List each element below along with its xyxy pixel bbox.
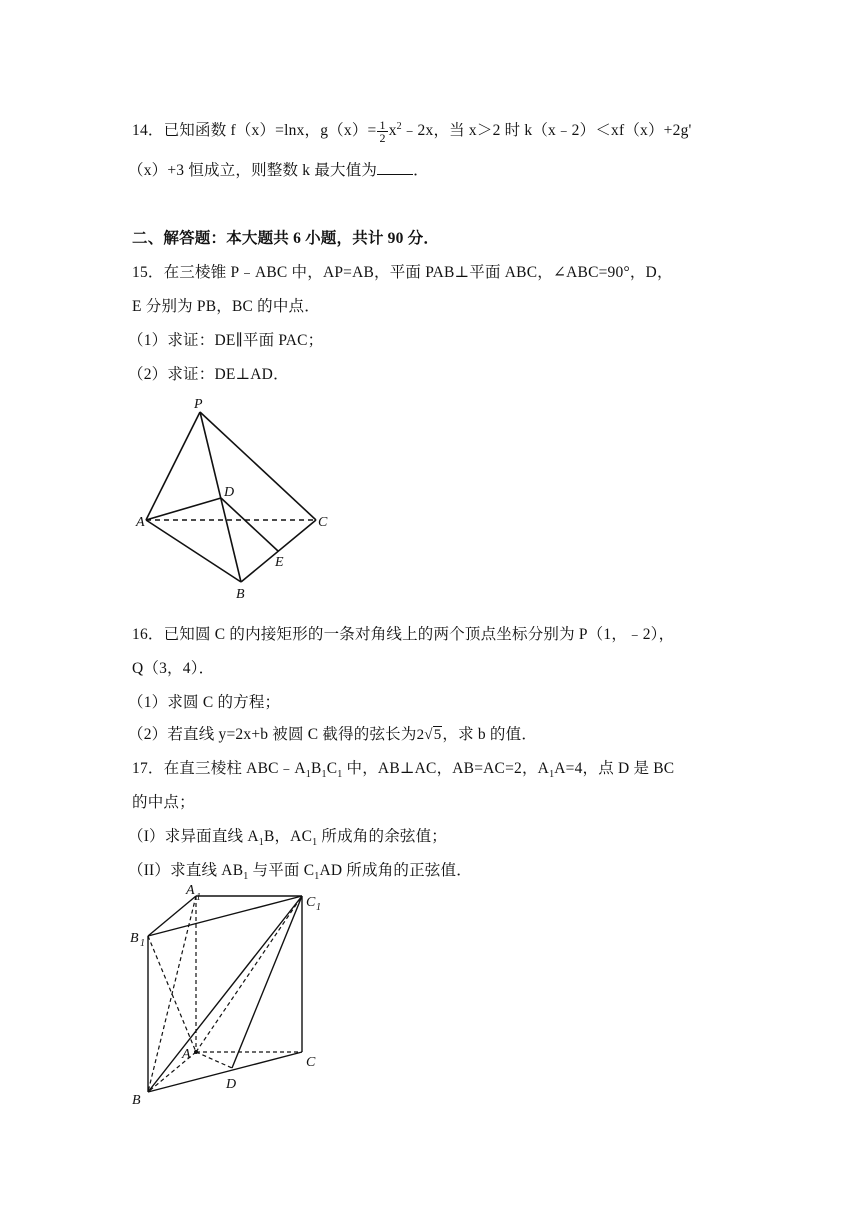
q17-t5: A=4，点 D 是 BC	[554, 760, 675, 777]
q17-line2: 的中点；	[132, 794, 195, 811]
label-P: P	[194, 397, 203, 412]
section-title: 二、解答题：本大题共 6 小题，共计 90 分．	[132, 230, 440, 247]
q17-sub1-t3: 所成角的余弦值；	[317, 828, 447, 845]
q17-sub2-t1: （II）求直线 AB	[128, 862, 244, 879]
q17-sub1-s1: 1	[258, 837, 264, 849]
fraction-numerator: 1	[379, 117, 386, 132]
q14-text-b: ﹣2x，当 x＞2 时 k（x﹣2）＜xf（x）+2g'	[401, 122, 692, 139]
label-C: C	[318, 515, 328, 530]
q16-sub1: （1）求圆 C 的方程；	[128, 694, 281, 711]
q16-line2: Q（3，4）．	[132, 660, 215, 677]
label-C: C	[306, 1055, 316, 1070]
q16-line1: 16．已知圆 C 的内接矩形的一条对角线上的两个顶点坐标分别为 P（1，﹣2），	[132, 626, 675, 643]
answer-blank	[377, 160, 413, 175]
q14-exponent: 2	[396, 120, 402, 132]
label-D: D	[226, 1077, 237, 1092]
q14-text-a: 14．已知函数 f（x）=lnx，g（x）=	[132, 122, 377, 139]
q17-sub1-s2: 1	[312, 837, 318, 849]
q15-sub1: （1）求证：DE∥平面 PAC；	[128, 332, 324, 349]
label-B1-sub: 1	[140, 938, 145, 949]
q17-sub2-s2: 1	[314, 871, 320, 883]
q14-text-d: ．	[413, 162, 429, 179]
sqrt-coefficient: 2	[416, 727, 425, 743]
label-A: A	[136, 515, 145, 530]
q14-x: x	[388, 122, 397, 139]
q14-line1	[132, 118, 692, 144]
q14-line2	[128, 158, 429, 180]
q17-sub1-t2: B，AC	[263, 828, 313, 845]
label-E: E	[275, 555, 284, 570]
q17-s3: 1	[337, 769, 343, 781]
q14-text-c: （x）+3 恒成立，则整数 k 最大值为	[128, 162, 378, 179]
q17-sub2-t2: 与平面 C	[248, 862, 315, 879]
q17-line1	[132, 756, 674, 780]
label-A1: A	[186, 883, 195, 898]
q15-line2: E 分别为 PB，BC 的中点．	[132, 298, 320, 315]
q15-sub2: （2）求证：DE⊥AD．	[128, 366, 289, 383]
q17-s1: 1	[305, 769, 311, 781]
label-B: B	[132, 1093, 141, 1108]
q17-s2: 1	[321, 769, 327, 781]
sqrt-expression: 2√5	[416, 727, 442, 743]
q17-t2: B	[310, 760, 322, 777]
label-C1-sub: 1	[316, 902, 321, 913]
q17-sub1-t1: （I）求异面直线 A	[128, 828, 259, 845]
label-C1: C	[306, 895, 316, 910]
q17-sub1	[128, 824, 447, 848]
prism-figure	[126, 880, 336, 1110]
q16-sub2-text-a: （2）若直线 y=2x+b 被圆 C 截得的弦长为	[128, 726, 417, 743]
tetrahedron-figure	[128, 392, 338, 602]
q17-t4: 中，AB⊥AC，AB=AC=2，A	[342, 760, 550, 777]
q17-sub2	[128, 858, 472, 882]
label-A1-sub: 1	[196, 892, 201, 903]
label-A: A	[182, 1047, 191, 1062]
q17-t3: C	[326, 760, 338, 777]
q17-t1: 17．在直三棱柱 ABC﹣A	[132, 760, 306, 777]
q16-sub2-text-b: ，求 b 的值．	[442, 726, 538, 743]
label-D: D	[224, 485, 235, 500]
fraction-one-half	[377, 119, 387, 144]
sqrt-radicand: 5	[433, 727, 442, 743]
fraction-denominator: 2	[379, 130, 386, 145]
label-B1: B	[130, 931, 139, 946]
q16-sub2	[128, 722, 537, 744]
q17-s4: 1	[549, 769, 555, 781]
label-B: B	[236, 587, 245, 602]
q15-line1: 15．在三棱锥 P﹣ABC 中，AP=AB，平面 PAB⊥平面 ABC，∠ABC=90°，D，	[132, 264, 673, 281]
q17-sub2-s1: 1	[243, 871, 249, 883]
q17-sub2-t3: AD 所成角的正弦值．	[319, 862, 472, 879]
